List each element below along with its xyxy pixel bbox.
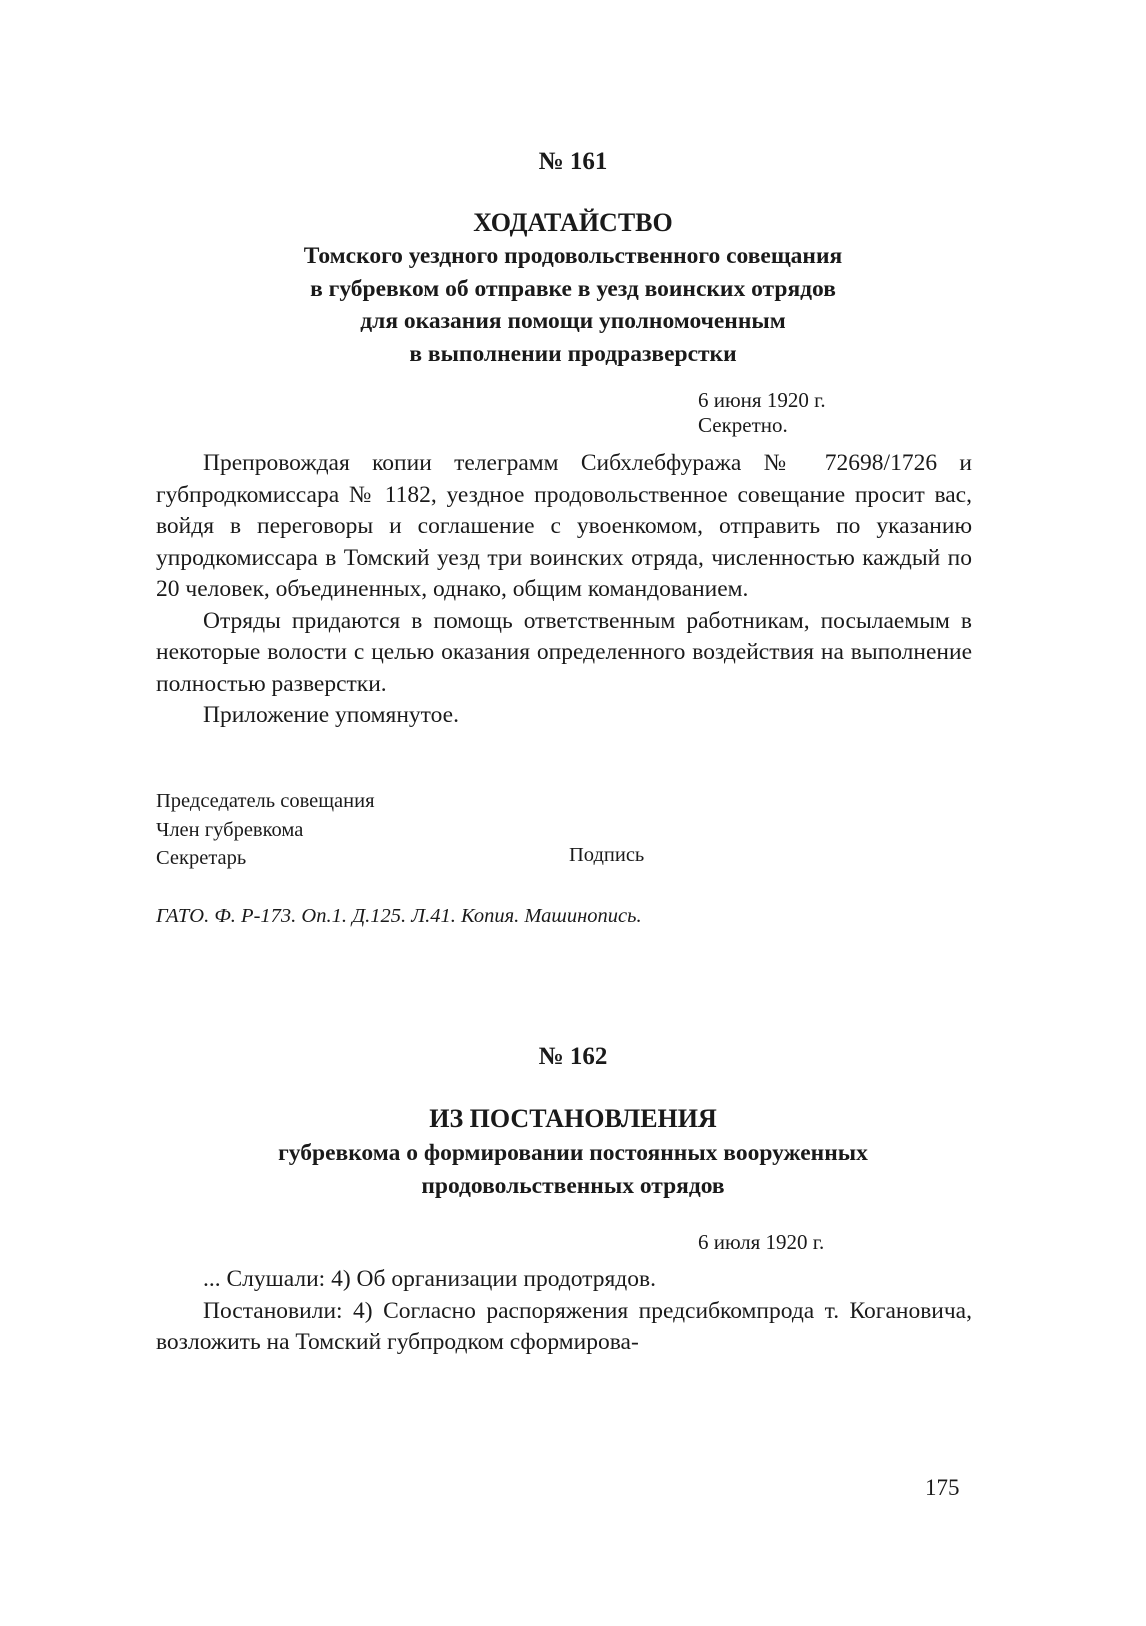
page-number: 175 (925, 1475, 960, 1500)
doc161-number: № 161 (538, 148, 608, 175)
doc162-paragraph: ... Слушали: 4) Об организации продотрядов. (203, 1266, 656, 1292)
doc162-subtitle-line: продовольственных отрядов (421, 1172, 725, 1199)
doc161-subtitle-line: в губревком об отправке в уезд воинских отрядов (310, 275, 836, 302)
signatory-member: Член губревкома (156, 818, 304, 841)
doc162-date: 6 июля 1920 г. (698, 1230, 825, 1254)
doc161-source: ГАТО. Ф. Р-173. Оп.1. Д.125. Л.41. Копия. Машинопись. (156, 905, 642, 927)
doc162-body (156, 1264, 972, 1359)
doc161-paragraph: Отряды придаются в помощь ответственным работникам, посылаемым в некоторые волости с целью оказания определенного воздействия на выполнение полностью разверстки. (156, 607, 972, 697)
doc161-paragraph: Приложение упомянутое. (203, 702, 459, 728)
doc162-title: ИЗ ПОСТАНОВЛЕНИЯ (429, 1104, 717, 1133)
doc161-subtitle-line: Томского уездного продовольственного совещания (303, 243, 843, 269)
doc161-body (156, 448, 972, 732)
doc162-subtitle-line: губревкома о формировании постоянных вооруженных (278, 1140, 868, 1166)
doc161-date: 6 июня 1920 г. (698, 388, 826, 412)
doc162-number: № 162 (538, 1043, 608, 1070)
doc162-subtitle (0, 1137, 1146, 1202)
doc161-subtitle-line: в выполнении продразверстки (409, 340, 737, 367)
doc161-signature: Подпись (569, 844, 645, 866)
signatory-chairman: Председатель совещания (156, 790, 375, 812)
doc162-paragraph: Постановили: 4) Согласно распоряжения предсибкомпрода т. Когановича, возложить на Томский губпродком сформирова- (156, 1297, 972, 1355)
doc161-paragraph: Препровождая копии телеграмм Сибхлебфуража № 72698/1726 и губпродкомиссара № 1182, уездное продовольственное совещание просит вас, войдя в переговоры и соглашение с увоенкомом, отправить по указанию упродкомиссара в Томский уезд три воинских отряда, численностью каждый по 20 человек, объединенных, однако, общим командованием. (156, 450, 972, 602)
doc161-title: ХОДАТАЙСТВО (473, 208, 673, 237)
doc161-subtitle-line: для оказания помощи уполномоченным (360, 308, 786, 334)
signatory-secretary: Секретарь (156, 847, 247, 869)
doc161-classification: Секретно. (698, 413, 788, 437)
doc161-signatories (156, 787, 375, 873)
doc161-subtitle (0, 240, 1146, 370)
